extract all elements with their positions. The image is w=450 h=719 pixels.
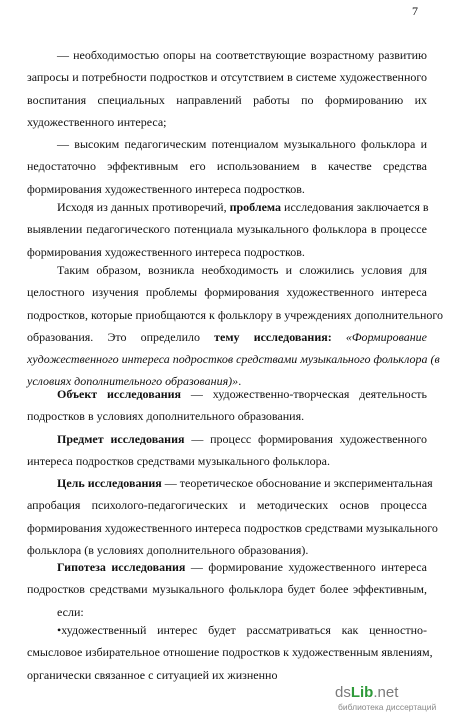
text-line xyxy=(27,348,440,370)
text-line xyxy=(27,428,427,450)
text-line: апробация психолого-педагогических и методических основ процесса xyxy=(27,498,427,513)
text: — художественно-творческая деятельность xyxy=(190,387,427,401)
dslib-watermark xyxy=(335,684,445,716)
bullet-line: •художественный интерес будет рассматриваться как ценностно- xyxy=(57,623,427,637)
text-line: недостаточно эффективным его использованием в качестве средства xyxy=(27,159,427,174)
text-line xyxy=(27,556,427,578)
watermark-subtitle: библиотека диссертаций xyxy=(338,702,437,712)
text-line: целостного изучения проблемы формирования художественного интереса xyxy=(27,285,427,300)
topic-title: условиях дополнительного образования)» xyxy=(27,374,239,389)
paragraph-contradiction-2 xyxy=(27,133,427,200)
dslib-logo xyxy=(335,684,398,701)
text-line: формирования художественного интереса подростков. xyxy=(27,181,305,196)
text: — теоретическое обоснование и экспериментальная xyxy=(164,476,433,490)
text-line xyxy=(27,326,427,348)
text-line xyxy=(27,196,427,218)
paragraph-goal xyxy=(27,472,438,561)
text: — процесс формирования художественного xyxy=(191,432,427,446)
text: исследования заключается в xyxy=(284,200,429,214)
page-number: 7 xyxy=(412,4,418,18)
logo-lib: Lib xyxy=(350,684,374,701)
term-hypothesis: Гипотеза исследования xyxy=(57,560,186,574)
text-line: формирования художественного интереса подростков средствами музыкального xyxy=(27,520,438,535)
text-line: — высоким педагогическим потенциалом музыкального фольклора и xyxy=(57,137,427,151)
paragraph-contradiction-1 xyxy=(27,44,427,133)
logo-net: .net xyxy=(373,684,399,701)
text-line xyxy=(27,472,433,494)
text-line: подростков в условиях дополнительного образования. xyxy=(27,409,305,424)
paragraph-subject xyxy=(27,428,427,473)
text-line: формирования художественного интереса подростков. xyxy=(27,244,305,259)
logo-ds: ds xyxy=(335,684,351,701)
text-line: художественного интереса; xyxy=(27,114,167,129)
paragraph-problem xyxy=(27,196,427,263)
paragraph-object xyxy=(27,383,427,428)
text: . xyxy=(238,374,242,389)
paragraph-topic xyxy=(27,259,443,393)
term-subject: Предмет исследования xyxy=(57,432,185,446)
text-line: воспитания специальных направлений работы по формированию их xyxy=(27,92,427,107)
text-line xyxy=(27,383,427,405)
term-problem: проблема xyxy=(229,200,282,214)
topic-title: художественного интереса подростков средствами музыкального фольклора (в xyxy=(27,352,440,367)
text-line: органически связанное с ситуацией их жизненно xyxy=(27,667,278,682)
text-line: интереса подростков средствами музыкального фольклора. xyxy=(27,454,330,469)
text: образования. Это определило xyxy=(27,329,201,344)
text-line: Таким образом, возникла необходимость и сложились условия для xyxy=(57,263,427,277)
paragraph-hypothesis xyxy=(27,556,427,623)
text-line: подростков, которые приобщаются к фольклору в учреждениях дополнительного xyxy=(27,307,443,322)
text: — формирование художественного интереса xyxy=(190,560,427,574)
term-goal: Цель исследования xyxy=(57,476,162,490)
term-object: Объект исследования xyxy=(57,387,182,401)
text: Исходя из данных противоречий, xyxy=(57,200,227,214)
text-line: запросы и потребности подростков и отсутствием в системе художественного xyxy=(27,70,427,85)
topic-title: «Формирование xyxy=(345,329,427,344)
text-line: фольклора (в условиях дополнительного образования). xyxy=(27,542,309,557)
paragraph-bullet xyxy=(27,619,433,686)
text-line: если: xyxy=(57,604,84,619)
text-line: смысловое избирательное отношение подростков к художественным явлениям, xyxy=(27,645,433,660)
text-line: подростков средствами музыкального фольклора будет более эффективным, xyxy=(27,582,427,597)
text-line: выявлении педагогического потенциала музыкального фольклора в процессе xyxy=(27,222,427,237)
term-topic: тему исследования: xyxy=(214,329,332,344)
text-line: — необходимостью опоры на соответствующие возрастному развитию xyxy=(57,48,427,62)
